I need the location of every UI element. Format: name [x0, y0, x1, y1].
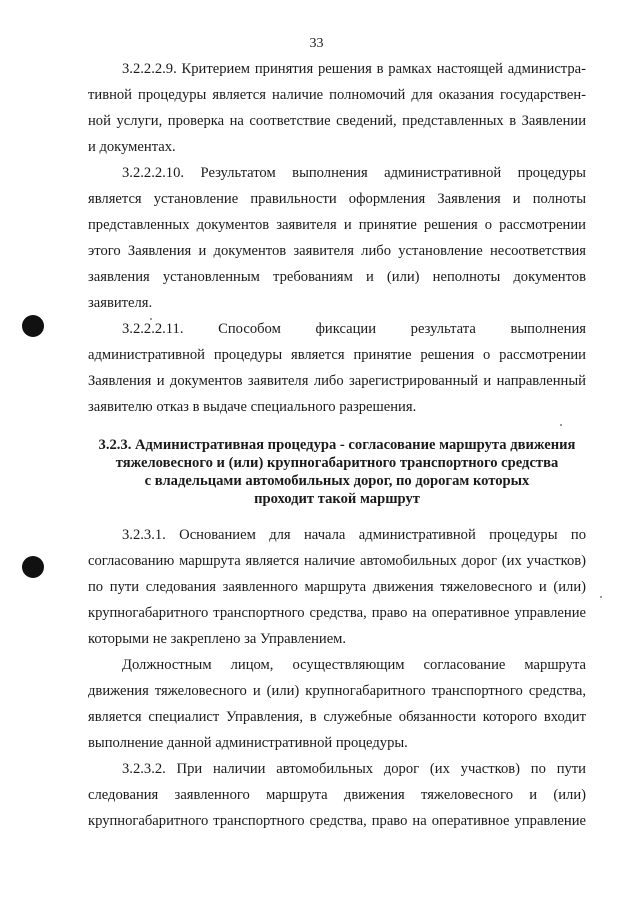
punch-hole-mark	[22, 556, 44, 578]
text-line: 3.2.2.2.10. Результатом выполнения административной процедуры	[122, 165, 586, 181]
text-line: этого Заявления и документов заявителя либо установление несоответствия	[88, 243, 586, 259]
text-line: 3.2.3.1. Основанием для начала административной процедуры по	[122, 527, 586, 543]
text-line: является специалист Управления, в служебные обязанности которого входит	[88, 709, 586, 725]
paragraph-official-responsible	[88, 652, 586, 756]
text-line: согласованию маршрута является наличие автомобильных дорог (их участков)	[88, 553, 586, 569]
heading-line: тяжеловесного и (или) крупногабаритного транспортного средства	[115, 455, 559, 471]
text-line: движения тяжеловесного и (или) крупногабаритного транспортного средства,	[88, 683, 586, 699]
punch-hole-mark	[22, 315, 44, 337]
text-line: 3.2.2.2.9. Критерием принятия решения в рамках настоящей администра-	[122, 61, 586, 77]
text-line: заявителю отказ в выдаче специального разрешения.	[88, 399, 417, 415]
text-line: ной услуги, проверка на соответствие сведений, представленных в Заявлении	[88, 113, 586, 129]
heading-line: с владельцами автомобильных дорог, по дорогам которых	[144, 473, 530, 489]
paragraph-3-2-2-2-11	[88, 316, 586, 420]
text-line: представленных документов заявителя и принятие решения о рассмотрении	[88, 217, 586, 233]
text-line: следования заявленного маршрута движения тяжеловесного и (или)	[88, 787, 586, 803]
text-line: по пути следования заявленного маршрута движения тяжеловесного и (или)	[88, 579, 586, 595]
heading-line: 3.2.3. Административная процедура - согласование маршрута движения	[98, 437, 576, 453]
text-line: которыми не закреплено за Управлением.	[88, 631, 347, 647]
paragraph-3-2-3-1	[88, 522, 586, 652]
document-body	[88, 56, 586, 834]
section-heading-3-2-3	[88, 436, 586, 508]
text-line: крупногабаритного транспортного средства, право на оперативное управление	[88, 605, 586, 621]
paragraph-3-2-3-2	[88, 756, 586, 834]
text-line: Должностным лицом, осуществляющим согласование маршрута	[122, 657, 586, 673]
text-line: 3.2.2.2.11. Способом фиксации результата выполнения	[122, 321, 586, 337]
heading-line: проходит такой маршрут	[254, 491, 420, 507]
text-line: тивной процедуры является наличие полномочий для оказания государствен-	[88, 87, 586, 103]
page-number: 33	[309, 36, 324, 51]
text-line: является установление правильности оформления Заявления и полноты	[88, 191, 586, 207]
paragraph-3-2-2-2-9	[88, 56, 586, 160]
text-line: крупногабаритного транспортного средства, право на оперативное управление	[88, 813, 586, 829]
scan-speck	[600, 596, 602, 598]
text-line: заявителя.	[88, 295, 153, 311]
text-line: Заявления и документов заявителя либо зарегистрированный и направленный	[88, 373, 586, 389]
paragraph-3-2-2-2-10	[88, 160, 586, 316]
text-line: и документах.	[88, 139, 176, 155]
text-line: административной процедуры является принятие решения о рассмотрении	[88, 347, 586, 363]
text-line: заявления установленным требованиям и (или) неполноты документов	[88, 269, 586, 285]
text-line: выполнение данной административной процедуры.	[88, 735, 408, 751]
text-line: 3.2.3.2. При наличии автомобильных дорог (их участков) по пути	[122, 761, 586, 777]
